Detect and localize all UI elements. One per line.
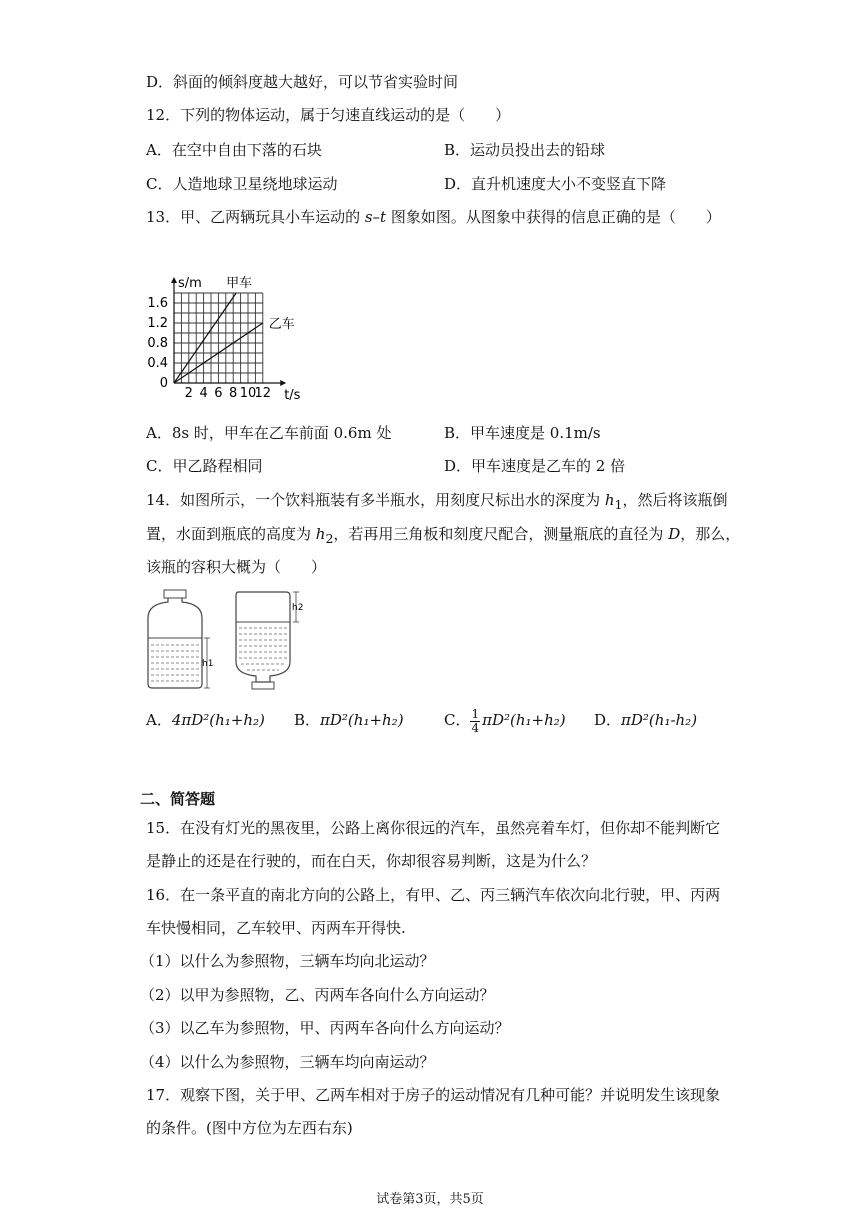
x-tick-label: 10 xyxy=(239,386,257,401)
q14-line2-mid: ，若再用三角板和刻度尺配合，测量瓶底的直径为 xyxy=(333,525,669,543)
one-quarter-fraction xyxy=(470,708,480,735)
y-tick-label: 0 xyxy=(159,376,168,391)
q14-a-label: A． xyxy=(146,711,172,729)
x-tick-label: 12 xyxy=(254,386,272,401)
q16-line1: 16．在一条平直的南北方向的公路上，有甲、乙、丙三辆汽车依次向北行驶，甲、丙两 xyxy=(146,886,721,904)
q14-line1-pre: 14．如图所示，一个饮料瓶装有多半瓶水，用刻度尺标出水的深度为 xyxy=(146,491,605,509)
q14-line2-pre: 置，水面到瓶底的高度为 xyxy=(146,525,316,543)
y-tick-label: 1.6 xyxy=(147,296,168,311)
y-tick-label: 1.2 xyxy=(147,316,168,331)
q14-line1 xyxy=(146,490,728,515)
series-line-jia xyxy=(174,293,236,383)
q12-option-b: B．运动员投出去的铅球 xyxy=(444,141,606,159)
q14-b-formula: πD²(h₁+h₂) xyxy=(320,711,404,729)
q13-option-b: B．甲车速度是 0.1m/s xyxy=(444,424,601,442)
q14-var-h: h xyxy=(604,491,615,509)
fraction-numerator: 1 xyxy=(471,706,480,721)
q15-line2: 是静止的还是在行驶的，而在白天，你却很容易判断，这是为什么？ xyxy=(146,852,597,870)
h1-label: h1 xyxy=(202,659,214,669)
q14-line1-post: ，然后将该瓶倒 xyxy=(622,491,728,509)
q14-line2-post: ，那么， xyxy=(680,525,741,543)
x-tick-label: 8 xyxy=(229,386,238,401)
q16-subq-4: （4）以什么为参照物，三辆车均向南运动？ xyxy=(140,1053,435,1071)
y-tick-label: 0.8 xyxy=(147,336,168,351)
q17-line2: 的条件。(图中方位为左西右东) xyxy=(146,1119,353,1137)
q14-var-d: D xyxy=(668,525,681,543)
x-tick-label: 4 xyxy=(199,386,208,401)
inverted-bottle xyxy=(236,592,303,689)
y-axis-arrow xyxy=(171,277,177,283)
x-axis-arrow xyxy=(280,380,286,386)
q13-stem-pre: 13．甲、乙两辆玩具小车运动的 xyxy=(146,208,365,226)
q14-b-label: B． xyxy=(294,711,321,729)
fraction-denominator: 4 xyxy=(471,720,480,735)
y-tick-label: 0.4 xyxy=(147,356,168,371)
q13-option-c: C．甲乙路程相同 xyxy=(146,457,263,475)
q11-option-d: D．斜面的倾斜度越大越好，可以节省实验时间 xyxy=(146,73,459,91)
q14-sub-2: 2 xyxy=(325,531,334,546)
x-tick-label: 6 xyxy=(214,386,223,401)
q13-stem-var: s–t xyxy=(364,208,387,226)
q14-c-formula: πD²(h₁+h₂) xyxy=(482,711,566,729)
q14-d-formula: πD²(h₁-h₂) xyxy=(621,711,698,729)
q15-line1: 15．在没有灯光的黑夜里，公路上离你很远的汽车，虽然亮着车灯，但你却不能判断它 xyxy=(146,819,721,837)
bottle-figure xyxy=(144,588,314,692)
q13-stem xyxy=(146,207,721,227)
q14-option-a xyxy=(146,710,265,730)
q13-option-a: A．8s 时，甲车在乙车前面 0.6m 处 xyxy=(146,424,392,442)
section-heading: 二、简答题 xyxy=(140,790,216,808)
h2-label: h2 xyxy=(292,603,304,613)
q14-line2 xyxy=(146,524,740,549)
x-axis-label: t/s xyxy=(284,388,301,403)
q14-a-formula: 4πD²(h₁+h₂) xyxy=(171,711,265,729)
series-label: 甲车 xyxy=(226,276,253,291)
y-axis-label: s/m xyxy=(178,276,202,291)
q16-subq-2: （2）以甲为参照物，乙、丙两车各向什么方向运动？ xyxy=(140,986,495,1004)
q14-option-d xyxy=(594,710,697,730)
q14-option-b xyxy=(294,710,404,730)
q14-var-h2: h xyxy=(315,525,326,543)
q13-option-d: D．甲车速度是乙车的 2 倍 xyxy=(444,457,626,475)
q16-subq-1: （1）以什么为参照物，三辆车均向北运动？ xyxy=(140,952,435,970)
q12-stem: 12．下列的物体运动，属于匀速直线运动的是（ ） xyxy=(146,106,511,124)
q17-line1: 17．观察下图，关于甲、乙两车相对于房子的运动情况有几种可能？并说明发生该现象 xyxy=(146,1086,721,1104)
q13-stem-post: 图象如图。从图象中获得的信息正确的是（ ） xyxy=(386,208,721,226)
q14-d-label: D． xyxy=(594,711,622,729)
q14-line3: 该瓶的容积大概为（ ） xyxy=(146,558,327,576)
q12-option-d: D．直升机速度大小不变竖直下降 xyxy=(444,175,667,193)
s-t-chart xyxy=(140,244,380,410)
q12-option-a: A．在空中自由下落的石块 xyxy=(146,141,322,159)
q14-sub-1: 1 xyxy=(614,497,623,512)
page-footer: 试卷第3页，共5页 xyxy=(376,1192,484,1207)
q16-line2: 车快慢相同，乙车较甲、丙两车开得快. xyxy=(146,919,406,937)
series-label: 乙车 xyxy=(268,317,295,332)
upright-bottle xyxy=(148,590,213,688)
q12-option-c: C．人造地球卫星绕地球运动 xyxy=(146,175,338,193)
q14-option-c xyxy=(444,702,566,738)
q16-subq-3: （3）以乙车为参照物，甲、丙两车各向什么方向运动？ xyxy=(140,1019,510,1037)
q14-c-label: C． xyxy=(444,711,471,729)
x-tick-label: 2 xyxy=(184,386,193,401)
